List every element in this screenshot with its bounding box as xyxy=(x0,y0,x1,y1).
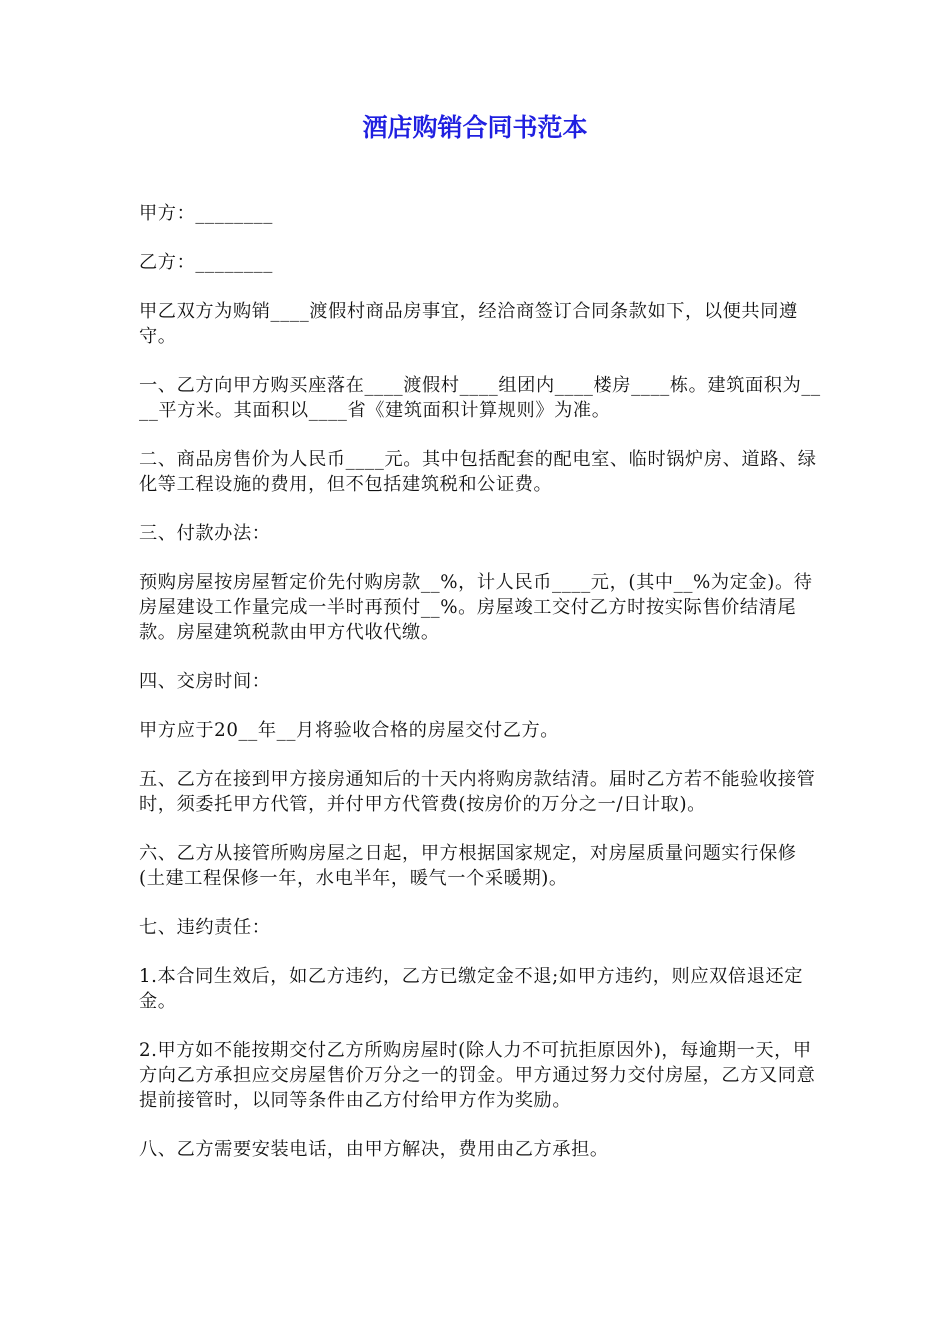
breach-item-2-paragraph: 2.甲方如不能按期交付乙方所购房屋时(除人力不可抗拒原因外)，每逾期一天，甲方向乙方承担应交房屋售价万分之一的罚金。甲方通过努力交付房屋，乙方又同意提前接管时，以同等条件由乙方付给甲方作为奖励。 xyxy=(139,1040,816,1111)
clause-2-paragraph: 二、商品房售价为人民币____元。其中包括配套的配电室、临时锅炉房、道路、绿化等工程设施的费用，但不包括建筑税和公证费。 xyxy=(139,449,817,495)
clause-8-paragraph: 八、乙方需要安装电话，由甲方解决，费用由乙方承担。 xyxy=(139,1139,609,1160)
clause-6-paragraph: 六、乙方从接管所购房屋之日起，甲方根据国家规定，对房屋质量问题实行保修(土建工程保修一年，水电半年，暖气一个采暖期)。 xyxy=(139,843,797,889)
clause-1-paragraph: 一、乙方向甲方购买座落在____渡假村____组团内____楼房____栋。建筑面积为____平方米。其面积以____省《建筑面积计算规则》为准。 xyxy=(139,375,821,421)
clause-5-paragraph: 五、乙方在接到甲方接房通知后的十天内将购房款结清。届时乙方若不能验收接管时，须委托甲方代管，并付甲方代管费(按房价的万分之一/日计取)。 xyxy=(139,769,816,815)
clause-7-heading: 七、违约责任： xyxy=(139,917,271,938)
delivery-time-paragraph: 甲方应于20__年__月将验收合格的房屋交付乙方。 xyxy=(139,720,560,741)
document-body xyxy=(139,201,822,1186)
clause-4-heading: 四、交房时间： xyxy=(139,671,271,692)
clause-3-heading: 三、付款办法： xyxy=(139,523,271,544)
document-title: 酒店购销合同书范本 xyxy=(362,113,588,142)
preamble-paragraph: 甲乙双方为购销____渡假村商品房事宜，经洽商签订合同条款如下，以便共同遵守。 xyxy=(139,301,798,347)
party-b-line: 乙方：________ xyxy=(139,252,273,273)
payment-terms-paragraph: 预购房屋按房屋暂定价先付购房款__%，计人民币____元，(其中__%为定金)。待房屋建设工作量完成一半时再预付__%。房屋竣工交付乙方时按实际售价结清尾款。房屋建筑税款由甲方代收代缴。 xyxy=(139,572,813,643)
party-a-line: 甲方：________ xyxy=(139,203,273,224)
breach-item-1-paragraph: 1.本合同生效后，如乙方违约，乙方已缴定金不退;如甲方违约，则应双倍退还定金。 xyxy=(139,966,804,1012)
